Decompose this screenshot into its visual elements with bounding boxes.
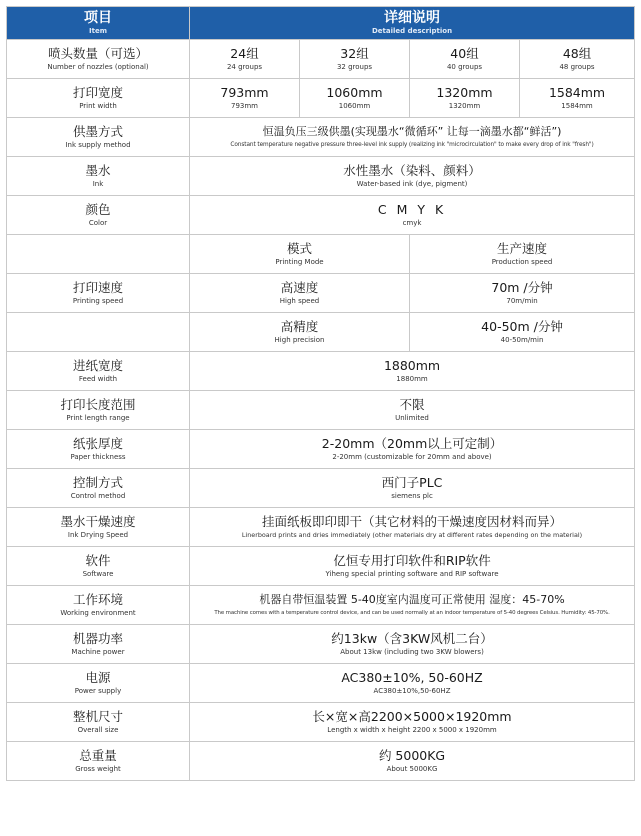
speed-mode-en: High speed (279, 297, 320, 305)
speed-mode-header-zh: 模式 (286, 241, 312, 256)
print-width-value-zh: 1584mm (548, 85, 606, 100)
label-size-zh: 整机尺寸 (72, 709, 123, 724)
spec-sheet (0, 6, 641, 836)
nozzle-option-en: 32 groups (336, 63, 373, 71)
label-print-speed (7, 274, 190, 313)
ink-value (190, 157, 635, 196)
label-supply-en: Power supply (74, 687, 122, 695)
nozzle-option (410, 40, 520, 79)
label-print-speed-en: Printing speed (72, 297, 124, 305)
nozzle-option-zh: 48组 (562, 46, 592, 61)
row-drying (7, 508, 635, 547)
row-print-length (7, 391, 635, 430)
header-detail-zh: 详细说明 (384, 10, 441, 26)
row-environment (7, 586, 635, 625)
print-width-value (300, 79, 410, 118)
speed-production-header (410, 235, 635, 274)
label-size-en: Overall size (77, 726, 119, 734)
control-value-zh: 西门子PLC (381, 475, 443, 490)
label-nozzles-zh: 喷头数量（可选） (47, 46, 148, 61)
speed-mode-header-en: Printing Mode (275, 258, 324, 266)
speed-value (410, 313, 635, 352)
nozzle-option (300, 40, 410, 79)
label-ink-zh: 墨水 (85, 163, 111, 178)
size-value-en: Length x width x height 2200 x 5000 x 1920mm (327, 726, 497, 734)
speed-mode (190, 313, 410, 352)
software-value-en: Yiheng special printing software and RIP software (325, 570, 499, 578)
print-width-value (410, 79, 520, 118)
label-ink-supply (7, 118, 190, 157)
nozzle-option-zh: 40组 (450, 46, 479, 61)
supply-value-en: AC380±10%,50-60HZ (373, 687, 451, 695)
label-control-zh: 控制方式 (72, 475, 123, 490)
speed-value-zh: 70m /分钟 (491, 280, 553, 295)
color-value-en: cmyk (402, 219, 422, 227)
power-value (190, 625, 635, 664)
label-print-length-en: Print length range (66, 414, 130, 422)
label-power-zh: 机器功率 (72, 631, 123, 646)
label-print-width (7, 79, 190, 118)
print-width-value-en: 1584mm (561, 102, 593, 110)
row-nozzles (7, 40, 635, 79)
label-environment (7, 586, 190, 625)
label-ink-supply-en: Ink supply method (65, 141, 131, 149)
environment-value-en: The machine comes with a temperature control device, and can be used normally at an indoor temperature of 5-40 degrees Celsius. Humidity: 45-70%. (214, 610, 610, 616)
nozzle-option (190, 40, 300, 79)
label-software-en: Software (82, 570, 114, 578)
nozzle-option-zh: 24组 (230, 46, 259, 61)
color-value (190, 196, 635, 235)
print-width-value (520, 79, 635, 118)
row-weight (7, 742, 635, 781)
header-detail (190, 7, 635, 40)
label-color (7, 196, 190, 235)
row-feed-width (7, 352, 635, 391)
ink-supply-value (190, 118, 635, 157)
label-nozzles-en: Number of nozzles (optional) (47, 63, 149, 71)
label-blank (7, 313, 190, 352)
weight-value (190, 742, 635, 781)
row-print-width (7, 79, 635, 118)
spec-table (6, 6, 635, 781)
ink-supply-value-en: Constant temperature negative pressure three-level ink supply (realizing ink "microcirculation" to make every drop of ink "fresh") (230, 142, 594, 148)
environment-value-zh: 机器自带恒温装置 5-40度室内温度可正常使用 湿度：45-70% (259, 593, 565, 606)
label-paper-thickness-en: Paper thickness (70, 453, 126, 461)
label-size (7, 703, 190, 742)
label-print-width-en: Print width (79, 102, 117, 110)
label-feed-width-en: Feed width (78, 375, 118, 383)
label-feed-width (7, 352, 190, 391)
speed-mode-en: High precision (274, 336, 325, 344)
row-ink (7, 157, 635, 196)
speed-mode-header (190, 235, 410, 274)
row-speed-precision (7, 313, 635, 352)
row-size (7, 703, 635, 742)
row-speed-high (7, 274, 635, 313)
paper-thickness-value (190, 430, 635, 469)
nozzle-option-en: 24 groups (226, 63, 263, 71)
label-feed-width-zh: 进纸宽度 (72, 358, 123, 373)
label-software-zh: 软件 (85, 553, 111, 568)
label-drying-zh: 墨水干燥速度 (60, 514, 136, 529)
drying-value-zh: 挂面纸板即印即干（其它材料的干燥速度因材料而异） (262, 514, 563, 529)
label-drying (7, 508, 190, 547)
print-length-value (190, 391, 635, 430)
software-value-zh: 亿恒专用打印软件和RIP软件 (333, 553, 491, 568)
feed-width-value (190, 352, 635, 391)
label-print-length (7, 391, 190, 430)
label-power-en: Machine power (71, 648, 125, 656)
label-color-en: Color (88, 219, 108, 227)
nozzle-option-en: 48 groups (559, 63, 595, 71)
print-length-value-zh: 不限 (399, 397, 425, 412)
label-ink-supply-zh: 供墨方式 (72, 124, 123, 139)
speed-mode-zh: 高精度 (280, 319, 319, 334)
paper-thickness-value-zh: 2-20mm（20mm以上可定制） (321, 436, 503, 451)
drying-value (190, 508, 635, 547)
drying-value-en: Linerboard prints and dries immediately (other materials dry at different rates depending on the material) (241, 531, 583, 539)
print-width-value-zh: 793mm (220, 85, 269, 100)
label-weight-en: Gross weight (75, 765, 121, 773)
table-header-row (7, 7, 635, 40)
speed-value-en: 70m/min (506, 297, 538, 305)
software-value (190, 547, 635, 586)
label-supply-zh: 电源 (85, 670, 111, 685)
label-ink (7, 157, 190, 196)
label-nozzles (7, 40, 190, 79)
header-detail-en: Detailed description (371, 27, 453, 35)
label-control-en: Control method (70, 492, 126, 500)
control-value (190, 469, 635, 508)
environment-value (190, 586, 635, 625)
label-ink-en: Ink (92, 180, 104, 188)
row-color (7, 196, 635, 235)
ink-value-zh: 水性墨水（染料、颜料） (343, 163, 481, 178)
feed-width-value-en: 1880mm (396, 375, 428, 383)
label-environment-zh: 工作环境 (72, 592, 123, 607)
speed-value-zh: 40-50m /分钟 (481, 319, 563, 334)
size-value (190, 703, 635, 742)
speed-mode (190, 274, 410, 313)
print-width-value (190, 79, 300, 118)
header-item-zh: 项目 (84, 10, 112, 26)
label-color-zh: 颜色 (85, 202, 111, 217)
label-power (7, 625, 190, 664)
nozzle-option (520, 40, 635, 79)
print-width-value-en: 793mm (231, 102, 258, 110)
label-supply (7, 664, 190, 703)
nozzle-option-zh: 32组 (340, 46, 369, 61)
label-blank (7, 235, 190, 274)
row-ink-supply (7, 118, 635, 157)
paper-thickness-value-en: 2-20mm (customizable for 20mm and above) (332, 453, 492, 461)
label-print-width-zh: 打印宽度 (72, 85, 123, 100)
ink-supply-value-zh: 恒温负压三级供墨(实现墨水“微循环” 让每一滴墨水都“鲜活”) (262, 125, 562, 138)
print-width-value-en: 1060mm (338, 102, 371, 110)
row-supply (7, 664, 635, 703)
row-paper-thickness (7, 430, 635, 469)
row-power (7, 625, 635, 664)
label-software (7, 547, 190, 586)
header-item (7, 7, 190, 40)
speed-mode-zh: 高速度 (280, 280, 319, 295)
supply-value-zh: AC380±10%, 50-60HZ (341, 670, 483, 685)
speed-production-header-en: Production speed (491, 258, 553, 266)
label-drying-en: Ink Drying Speed (67, 531, 129, 539)
row-software (7, 547, 635, 586)
weight-value-en: About 5000KG (386, 765, 438, 773)
nozzle-option-en: 40 groups (446, 63, 483, 71)
ink-value-en: Water-based ink (dye, pigment) (356, 180, 468, 188)
print-width-value-en: 1320mm (448, 102, 481, 110)
print-width-value-zh: 1060mm (326, 85, 383, 100)
speed-value-en: 40-50m/min (500, 336, 544, 344)
label-paper-thickness (7, 430, 190, 469)
label-print-speed-zh: 打印速度 (72, 280, 123, 295)
label-paper-thickness-zh: 纸张厚度 (72, 436, 123, 451)
weight-value-zh: 约 5000KG (378, 748, 446, 763)
power-value-zh: 约13kw（含3KW风机二台） (331, 631, 493, 646)
label-control (7, 469, 190, 508)
speed-value (410, 274, 635, 313)
row-speed-header (7, 235, 635, 274)
label-print-length-zh: 打印长度范围 (60, 397, 136, 412)
print-width-value-zh: 1320mm (436, 85, 493, 100)
label-weight (7, 742, 190, 781)
power-value-en: About 13kw (including two 3KW blowers) (340, 648, 484, 656)
header-item-en: Item (89, 27, 107, 35)
speed-production-header-zh: 生产速度 (497, 241, 548, 256)
supply-value (190, 664, 635, 703)
label-environment-en: Working environment (60, 609, 136, 617)
feed-width-value-zh: 1880mm (383, 358, 441, 373)
row-control (7, 469, 635, 508)
control-value-en: siemens plc (391, 492, 433, 500)
size-value-zh: 长×宽×高2200×5000×1920mm (312, 709, 512, 724)
label-weight-zh: 总重量 (79, 748, 117, 763)
print-length-value-en: Unlimited (395, 414, 429, 422)
color-value-zh: C M Y K (377, 202, 447, 217)
